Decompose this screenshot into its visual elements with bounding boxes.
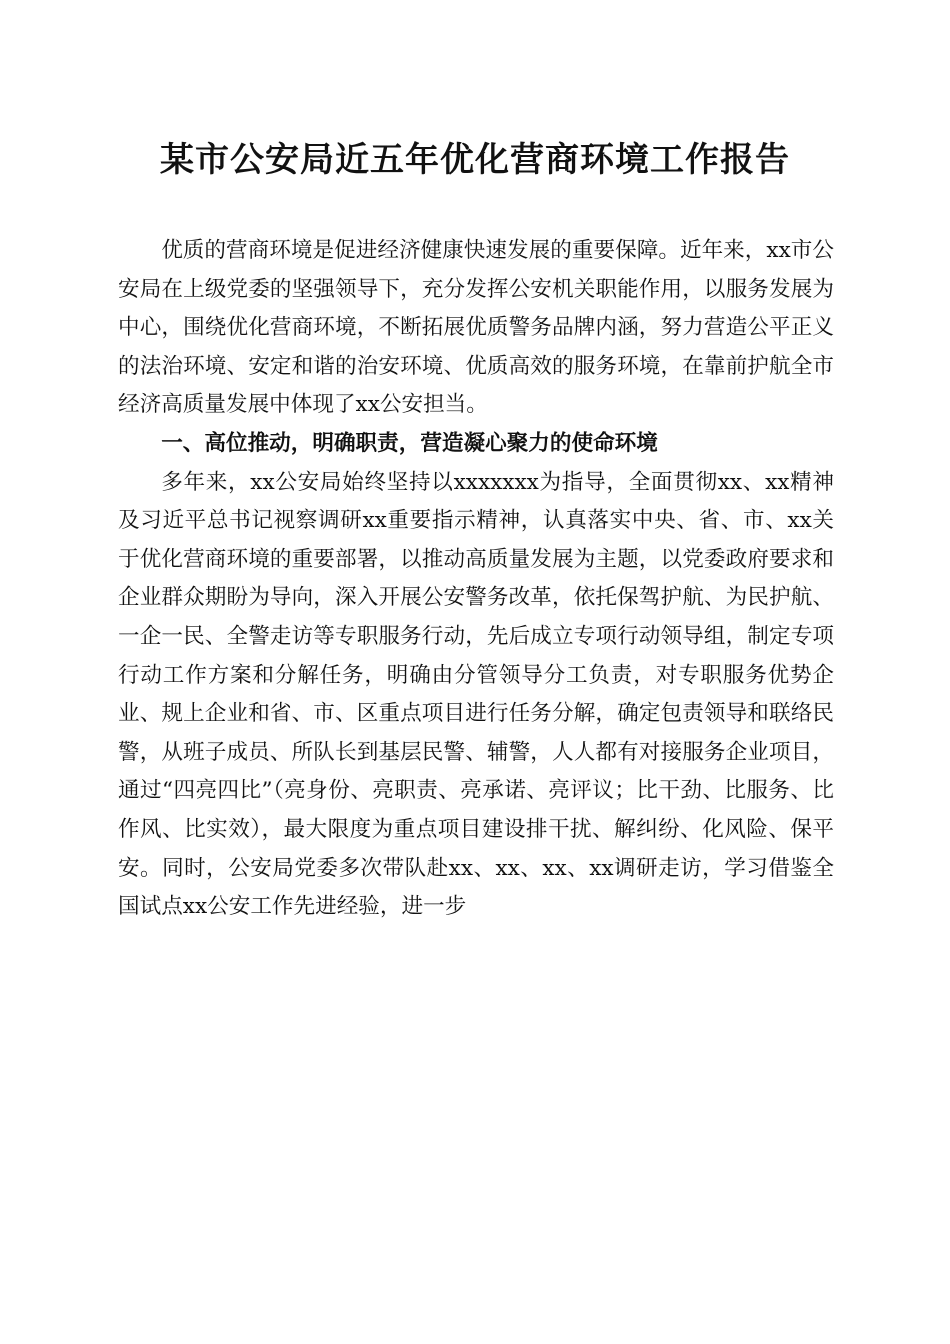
document-body (118, 232, 834, 927)
section-1-paragraph: 多年来，xx公安局始终坚持以xxxxxxx为指导，全面贯彻xx、xx精神及习近平总书记视察调研xx重要指示精神，认真落实中央、省、市、xx关于优化营商环境的重要部署，以推动高质量发展为主题，以党委政府要求和企业群众期盼为导向，深入开展公安警务改革，依托保驾护航、为民护航、一企一民、全警走访等专职服务行动，先后成立专项行动领导组，制定专项行动工作方案和分解任务，明确由分管领导分工负责，对专职服务优势企业、规上企业和省、市、区重点项目进行任务分解，确定包责领导和联络民警，从班子成员、所队长到基层民警、辅警，人人都有对接服务企业项目，通过“四亮四比”（亮身份、亮职责、亮承诺、亮评议；比干劲、比服务、比作风、比实效），最大限度为重点项目建设排干扰、解纠纷、化风险、保平安。同时，公安局党委多次带队赴xx、xx、xx、xx调研走访，学习借鉴全国试点xx公安工作先进经验，进一步 (118, 469, 834, 920)
section-1-heading: 一、高位推动，明确职责，营造凝心聚力的使命环境 (161, 430, 658, 456)
intro-paragraph: 优质的营商环境是促进经济健康快速发展的重要保障。近年来，xx市公安局在上级党委的坚强领导下，充分发挥公安机关职能作用，以服务发展为中心，围绕优化营商环境，不断拓展优质警务品牌内涵，努力营造公平正义的法治环境、安定和谐的治安环境、优质高效的服务环境，在靠前护航全市经济高质量发展中体现了xx公安担当。 (118, 238, 834, 418)
document-title: 某市公安局近五年优化营商环境工作报告 (160, 140, 790, 180)
